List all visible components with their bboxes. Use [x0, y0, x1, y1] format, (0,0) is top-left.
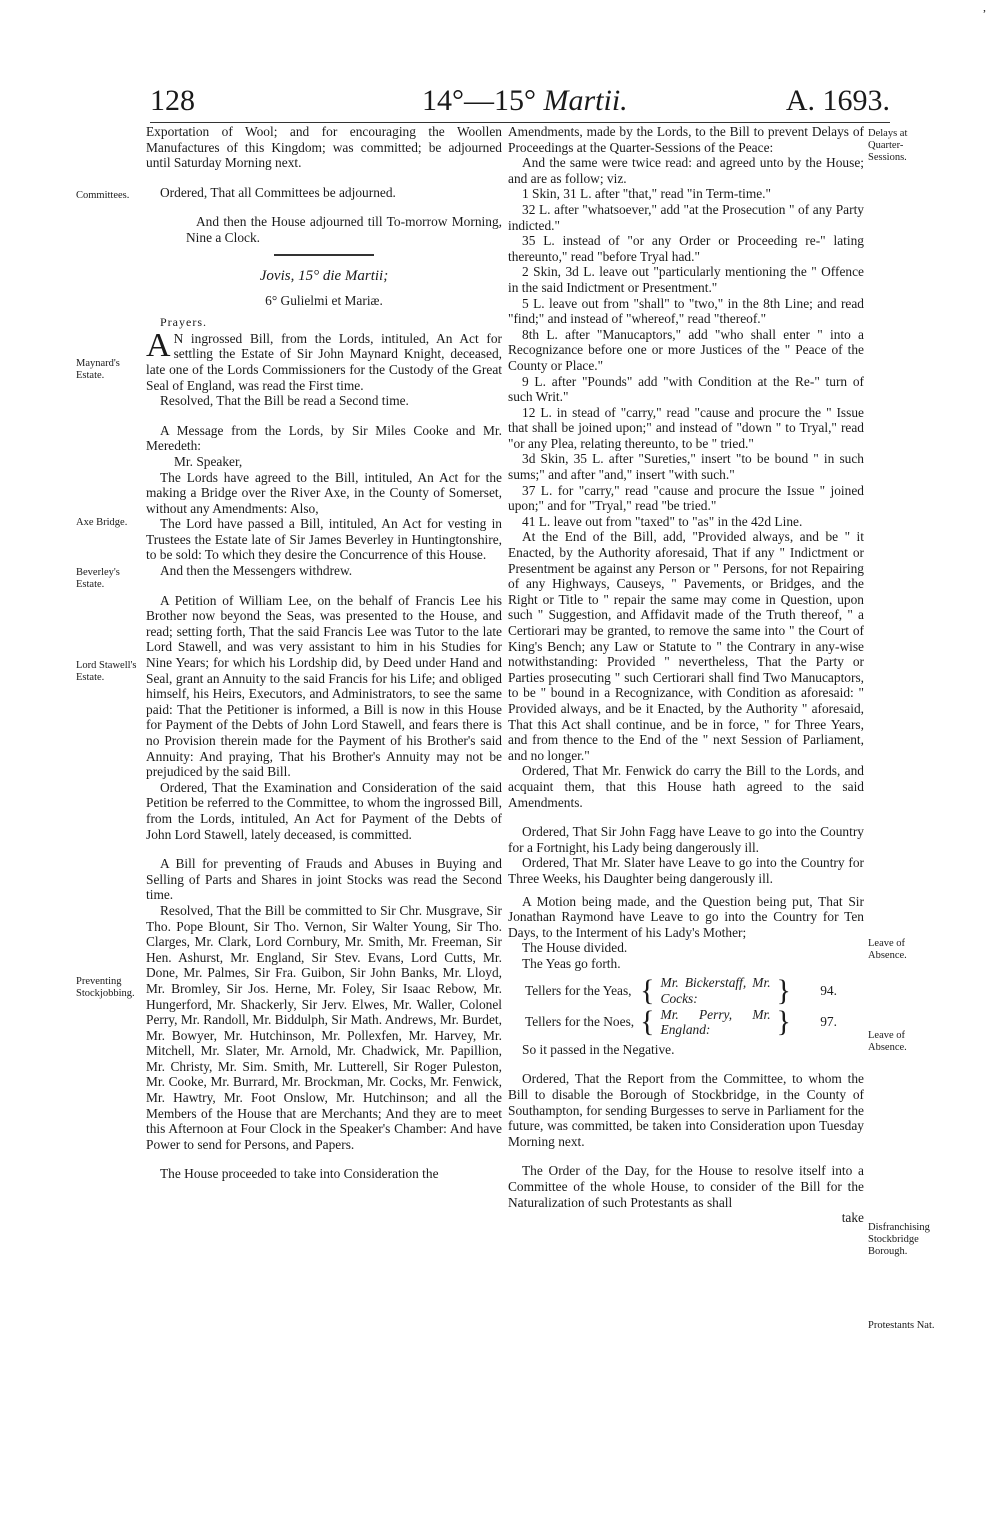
amendment-item: 35 L. instead of "or any Order or Proceeding re-" lating thereunto," read "before Tryal had."	[508, 233, 864, 264]
amendment-item: 3d Skin, 35 L. after "Sureties," insert "to be bound " in such sums;" and after "and," insert "with such."	[508, 451, 864, 483]
brace-right: }	[776, 1005, 791, 1039]
stawell-petition: A Petition of William Lee, on the behalf of Francis Lee his Brother now beyond the Seas, was presented to the House, and read; setting forth, That the said Francis Lee was Tutor to the late Lord Stawell, and was very assistant to him in his Studies for Nine Years; for which his Lordship did, by Deed under Hand and Seal, grant an Annuity to the said Francis for his Life; and obliged himself, his Heirs, Executors, and Administrators, to see the same paid: That the Petitioner is informed, a Bill is now in this House for Payment of the Debts of John Lord Stawell, and fears there is no Provision therein made for the Payment of his Brother's said Annuity: And praying, That his Brother's Annuity may not be prejudiced by the said Bill.	[146, 592, 502, 780]
brace-right: }	[776, 974, 791, 1008]
margin-note-stockbridge: Disfranchising Stockbridge Borough.	[868, 1222, 930, 1257]
stockbridge-order: Ordered, That the Report from the Committee, to whom the Bill to disable the Borough of Stockbridge, in the County of Southampton, for sending Burgesses to serve in Parliament for the future, was committed, be taken into Consideration upon Tuesday Morning next.	[508, 1071, 864, 1149]
maynard-paragraph	[146, 326, 502, 393]
negative-result: So it passed in the Negative.	[522, 1041, 675, 1057]
withdrew-paragraph: And then the Messengers withdrew.	[160, 563, 353, 579]
fenwick-order: Ordered, That Mr. Fenwick do carry the Bill to the Lords, and acquaint them, that this House hath agreed to the said Amendments.	[508, 763, 864, 810]
amendment-item: 12 L. in stead of "carry," read "cause and procure the " Issue that shall be joined upon;" and instead of "down " to Tryal," read "or any Plea, relating thereunto, to be " tried."	[508, 404, 864, 451]
margin-note-axe: Axe Bridge.	[76, 517, 128, 528]
tellers-count: 97.	[820, 1014, 837, 1030]
maynard-text: N ingrossed Bill, from the Lords, intituled, An Act for settling the Estate of Sir John Maynard Knight, deceased, late one of the Lords Commissioners for the Custody of the Great Seal of England, was read the First time.	[146, 330, 502, 393]
amendment-item: 37 L. for "carry," read "cause and procure the Issue " joined upon;" and for "Tryal," read "be tried."	[508, 482, 864, 514]
right-column	[508, 124, 864, 1226]
tellers-label: Tellers for the Noes,	[525, 1014, 635, 1030]
maynard-resolved: Resolved, That the Bill be read a Second time.	[160, 393, 409, 409]
fagg-order: Ordered, That Sir John Fagg have Leave to go into the Country for a Fortnight, his Lady being dangerously ill.	[508, 824, 864, 855]
proceeded-paragraph: The House proceeded to take into Consideration the	[160, 1166, 439, 1182]
header-rule	[150, 122, 890, 123]
stockjobbing-bill: A Bill for preventing of Frauds and Abuses in Buying and Selling of Parts and Shares in joint Stocks was read the Second time.	[146, 856, 502, 903]
header-year: A. 1693.	[785, 84, 890, 117]
header-day: 14°—15°	[422, 84, 536, 117]
margin-note-maynard: Maynard's Estate.	[76, 358, 120, 381]
amendment-item: 1 Skin, 31 L. after "that," read "in Term-time."	[522, 186, 772, 202]
twice-read: And the same were twice read: and agreed unto by the House; and are as follow; viz.	[508, 155, 864, 186]
page-number: 128	[150, 84, 195, 117]
protestants-order: The Order of the Day, for the House to resolve itself into a Committee of the whole House, to consider of the Bill for the Naturalization of such Protestants as shall	[508, 1163, 864, 1210]
amendment-item: 9 L. after "Pounds" add "with Condition at the Re-" turn of such Writ."	[508, 373, 864, 405]
day-heading: Jovis, 15° die Martii;	[259, 267, 389, 284]
amendment-item: 32 L. after "whatsoever," add "at the Prosecution " of any Party indicted."	[508, 201, 864, 233]
adjourn-paragraph: And then the House adjourned till To-morrow Morning, Nine a Clock.	[186, 214, 502, 245]
margin-note-stock: Preventing Stockjobbing.	[76, 976, 135, 999]
left-column	[146, 124, 502, 1182]
speaker-address: Mr. Speaker,	[174, 453, 243, 469]
header-month: Martii.	[543, 84, 628, 117]
regnal-year: 6° Gulielmi et Mariæ.	[265, 292, 383, 308]
margin-note-leave2: Leave of Absence.	[868, 1030, 907, 1053]
raymond-motion: A Motion being made, and the Question being put, That Sir Jonathan Raymond have Leave to go into the Country for Ten Days, to the Interment of his Lady's Mother;	[508, 893, 864, 940]
tellers-names: Mr. Bickerstaff, Mr. Cocks:	[660, 975, 771, 1007]
amendment-item: 2 Skin, 3d L. leave out "particularly mentioning the " Offence in the said Indictment or Presentment."	[508, 264, 864, 295]
margin-note-delays: Delays at Quarter-Sessions.	[868, 128, 908, 163]
margin-note-stawell: Lord Stawell's Estate.	[76, 660, 137, 683]
tellers-row	[522, 975, 840, 1006]
tellers-label: Tellers for the Yeas,	[525, 983, 632, 999]
yeas-forth: The Yeas go forth.	[522, 955, 621, 971]
amendment-item: 8th L. after "Manucaptors," add "who shall enter " into a Recognizance before one or more Justices of the " Peace of the County or Place."	[508, 326, 864, 373]
lords-message: A Message from the Lords, by Sir Miles Cooke and Mr. Meredeth:	[146, 422, 502, 454]
section-rule	[274, 254, 374, 256]
drop-cap: A	[146, 326, 171, 364]
brace-left: {	[640, 974, 655, 1008]
header-date	[422, 84, 628, 118]
brace-left: {	[640, 1005, 655, 1039]
delays-paragraph: Amendments, made by the Lords, to the Bill to prevent Delays of Proceedings at the Quarter-Sessions of the Peace:	[508, 124, 864, 155]
amendment-item: 5 L. leave out from "shall" to "two," in the 8th Line; and read "find;" and instead of "whereof," read "thereof."	[508, 295, 864, 327]
margin-note-protestants: Protestants Nat.	[868, 1320, 935, 1331]
proviso-paragraph: At the End of the Bill, add, "Provided always, and be " it Enacted, by the Authority aforesaid, That if any " Indictment or Presentment be against any Person or " Persons, for not Repairing of any Highways, Causeys, " Pavements, or Bridges, and the Right or Title to " repair the same may come in Question, upon such " Suggestion, and Affidavit made of the Truth thereof, " a Certiorari may be granted, to remove the same into " the Court of King's Bench; any Law or Statute to " the Contrary in any-wise notwithstanding: Provided " nevertheless, That the Party or Parties prosecuting " such Certiorari shall find Two Manucaptors, to be " bound in a Recognizance, with Condition as aforesaid: " Provided always, and be it Enacted, by the Authority " aforesaid, That this Act shall continue, and be in force, " for Three Years, and from thence to the End of the " next Session of Parliament, and no longer."	[508, 529, 864, 763]
tellers-row	[522, 1007, 840, 1038]
committees-order: Ordered, That all Committees be adjourned.	[160, 184, 396, 200]
stawell-ordered: Ordered, That the Examination and Consideration of the said Petition be referred to the Committee, to whom the ingrossed Bill, from the Lords, intituled, An Act for Payment of the Debts of John Lord Stawell, lately deceased, is committed.	[146, 779, 502, 842]
tellers-table	[522, 975, 840, 1037]
page-header	[150, 84, 890, 124]
prayers-heading: Prayers.	[160, 315, 207, 330]
beverley-paragraph: The Lord have passed a Bill, intituled, An Act for vesting in Trustees the Estate late of Sir James Beverley in Huntingtonshire, to be sold: To which they desire the Concurrence of this House.	[146, 516, 502, 563]
margin-note-committees: Committees.	[76, 190, 130, 201]
slater-order: Ordered, That Mr. Slater have Leave to go into the Country for Three Weeks, his Daughter being dangerously ill.	[508, 855, 864, 886]
stockjobbing-resolved: Resolved, That the Bill be committed to Sir Chr. Musgrave, Sir Tho. Pope Blount, Sir Tho. Vernon, Sir Walter Young, Sir Tho. Clarges, Mr. Clark, Lord Cornbury, Mr. Smith, Mr. Freeman, Sir Hen. Ashurst, Mr. England, Sir Stev. Evans, Lord Cutts, Mr. Done, Mr. Palmes, Sir Fra. Guibon, Sir John Banks, Mr. Lloyd, Mr. Bromley, Sir Jos. Herne, Mr. Foley, Sir Isaac Rebow, Mr. Hungerford, Mr. Shackerly, Sir Jerv. Elwes, Mr. Waller, Colonel Perry, Mr. Randoll, Mr. Biddulph, Sir Math. Andrews, Mr. Burdet, Mr. Bowyer, Mr. Hutchinson, Mr. Pollexfen, Mr. Harvey, Mr. Mitchell, Mr. Slater, Mr. Arnold, Mr. Chadwick, Mr. Papillion, Mr. Christy, Mr. Sim. Smith, Mr. Lutterell, Sir Roger Puleston, Mr. Cooke, Mr. Burrard, Mr. Brockman, Mr. Cocks, Mr. Fenwick, Mr. Hawtry, Mr. Foot Onslow, Mr. Hutchinson; and all the Members of the House that are Merchants; And they are to meet this Afternoon at Four Clock in the Speaker's Chamber: And have Power to send for Persons, and Papers.	[146, 902, 502, 1152]
tellers-names: Mr. Perry, Mr. England:	[660, 1006, 771, 1038]
amendment-item: 41 L. leave out from "taxed" to "as" in the 42d Line.	[522, 513, 803, 529]
continuation-paragraph: Exportation of Wool; and for encouraging the Woollen Manufactures of this Kingdom; was committed; be adjourned until Saturday Morning next.	[146, 124, 502, 171]
catchword: take	[841, 1210, 864, 1226]
tellers-count: 94.	[820, 983, 837, 999]
margin-note-leave1: Leave of Absence.	[868, 938, 907, 961]
house-divided: The House divided.	[522, 940, 628, 956]
margin-note-beverley: Beverley's Estate.	[76, 567, 120, 590]
axe-bridge-paragraph: The Lords have agreed to the Bill, intituled, An Act for the making a Bridge over the River Axe, in the County of Somerset, without any Amendments: Also,	[146, 469, 502, 516]
amendments-list	[508, 186, 864, 529]
corner-mark: ,	[983, 0, 986, 14]
